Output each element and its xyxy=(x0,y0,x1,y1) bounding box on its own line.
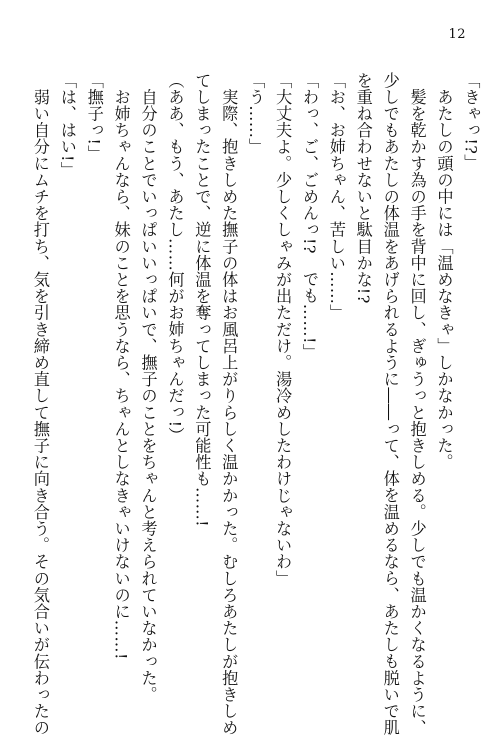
text-line: 「お、お姉ちゃん、苦しい……」 xyxy=(326,72,346,321)
text-line: 「う……」 xyxy=(246,72,266,155)
vertical-text-block xyxy=(26,72,481,736)
text-line: 「大丈夫よ。少しくしゃみが出ただけ。湯冷めしたわけじゃないわ」 xyxy=(273,72,293,587)
text-line: 髪を乾かす為の手を背中に回し、ぎゅうっと抱きしめる。少しでも温かくなるように、 xyxy=(407,72,427,736)
text-line: を重ね合わせないと駄目かな!? xyxy=(353,72,373,304)
text-line: お姉ちゃんなら、妹のことを思うなら、ちゃんとしなきゃいけないのに……! xyxy=(111,72,131,660)
text-line: 「撫子っ!」 xyxy=(84,72,104,162)
text-line: 「は、はい!」 xyxy=(57,72,77,179)
page-number: 12 xyxy=(448,27,466,42)
text-line: 実際、抱きしめた撫子の体はお風呂上がりらしく温かかった。むしろあたしが抱きしめ xyxy=(219,72,239,736)
text-line: 弱い自分にムチを打ち、気を引き締め直して撫子に向き合う。その気合いが伝わったの xyxy=(30,72,50,736)
text-line: （ああ、もう、あたし……何がお姉ちゃんだっ!） xyxy=(165,72,185,445)
text-line: 「わっ、ご、ごめんっ!? でも……!」 xyxy=(299,72,319,361)
text-line: 少しでもあたしの体温をあげられるように――って、体を温めるなら、あたしも脱いで肌 xyxy=(380,72,400,736)
text-line: 自分のことでいっぱいいっぱいで、撫子のことをちゃんと考えられていなかった。 xyxy=(138,72,158,703)
text-line: あたしの頭の中には「温めなきゃ」しかなかった。 xyxy=(434,72,454,471)
text-line: てしまったことで、逆に体温を奪ってしまった可能性も……! xyxy=(192,72,212,528)
text-line: 「きゃっ!?」 xyxy=(461,72,481,171)
body-text xyxy=(26,72,483,736)
